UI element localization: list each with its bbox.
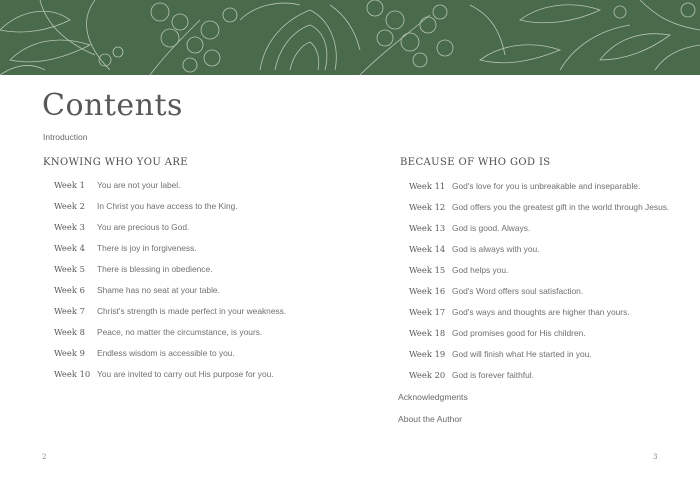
week-title: God is forever faithful. — [452, 370, 534, 380]
toc-entry — [409, 368, 682, 382]
section-heading-left: KNOWING WHO YOU ARE — [43, 157, 188, 168]
toc-entry — [54, 262, 287, 276]
toc-entry — [409, 347, 682, 361]
toc-left-column — [54, 178, 287, 388]
week-number: Week 13 — [409, 223, 446, 233]
week-number: Week 10 — [54, 369, 91, 379]
week-number: Week 3 — [54, 222, 85, 232]
section-heading-right: BECAUSE OF WHO GOD IS — [400, 157, 551, 168]
toc-right-column — [409, 179, 682, 389]
week-number: Week 8 — [54, 327, 85, 337]
toc-entry — [409, 305, 682, 319]
week-number: Week 15 — [409, 265, 446, 275]
botanical-illustration — [0, 0, 700, 75]
week-title: God promises good for His children. — [452, 328, 586, 338]
week-title: You are invited to carry out His purpose for you. — [97, 369, 274, 379]
week-title: You are precious to God. — [97, 222, 190, 232]
week-number: Week 4 — [54, 243, 85, 253]
week-number: Week 11 — [409, 181, 446, 191]
week-title: God offers you the greatest gift in the world through Jesus. — [452, 202, 670, 212]
week-number: Week 12 — [409, 202, 446, 212]
week-number: Week 18 — [409, 328, 446, 338]
week-number: Week 6 — [54, 285, 85, 295]
toc-entry — [409, 284, 682, 298]
week-number: Week 1 — [54, 180, 85, 190]
week-title: There is blessing in obedience. — [97, 264, 213, 274]
week-title: Shame has no seat at your table. — [97, 285, 220, 295]
page-number-right: 3 — [653, 453, 658, 461]
toc-entry — [54, 283, 287, 297]
toc-entry — [409, 221, 682, 235]
week-number: Week 17 — [409, 307, 446, 317]
week-title: God is good. Always. — [452, 223, 531, 233]
week-title: God's love for you is unbreakable and inseparable. — [452, 181, 641, 191]
week-title: Peace, no matter the circumstance, is yours. — [97, 327, 263, 337]
week-title: In Christ you have access to the King. — [97, 201, 238, 211]
week-title: God helps you. — [452, 265, 509, 275]
toc-entry — [54, 346, 287, 360]
week-number: Week 19 — [409, 349, 446, 359]
toc-entry — [54, 304, 287, 318]
week-title: God will finish what He started in you. — [452, 349, 592, 359]
toc-entry — [54, 367, 287, 381]
toc-entry — [54, 178, 287, 192]
toc-entry — [54, 241, 287, 255]
week-number: Week 14 — [409, 244, 446, 254]
toc-entry — [409, 200, 682, 214]
week-number: Week 2 — [54, 201, 85, 211]
toc-entry — [54, 199, 287, 213]
week-title: God's ways and thoughts are higher than yours. — [452, 307, 630, 317]
week-title: God is always with you. — [452, 244, 540, 254]
toc-entry — [54, 325, 287, 339]
week-number: Week 9 — [54, 348, 85, 358]
toc-entry — [409, 179, 682, 193]
toc-acknowledgments: Acknowledgments — [398, 392, 468, 402]
toc-about-author: About the Author — [398, 414, 463, 424]
week-number: Week 7 — [54, 306, 85, 316]
toc-entry — [409, 326, 682, 340]
week-number: Week 5 — [54, 264, 85, 274]
toc-entry — [409, 242, 682, 256]
week-title: Christ's strength is made perfect in your weakness. — [97, 306, 287, 316]
week-title: You are not your label. — [97, 180, 181, 190]
toc-introduction: Introduction — [43, 132, 88, 142]
page-title: Contents — [42, 88, 183, 123]
toc-entry — [54, 220, 287, 234]
week-number: Week 20 — [409, 370, 446, 380]
week-title: God's Word offers soul satisfaction. — [452, 286, 584, 296]
week-number: Week 16 — [409, 286, 446, 296]
toc-entry — [409, 263, 682, 277]
week-title: Endless wisdom is accessible to you. — [97, 348, 235, 358]
botanical-banner — [0, 0, 700, 75]
page-number-left: 2 — [42, 453, 47, 461]
week-title: There is joy in forgiveness. — [97, 243, 197, 253]
